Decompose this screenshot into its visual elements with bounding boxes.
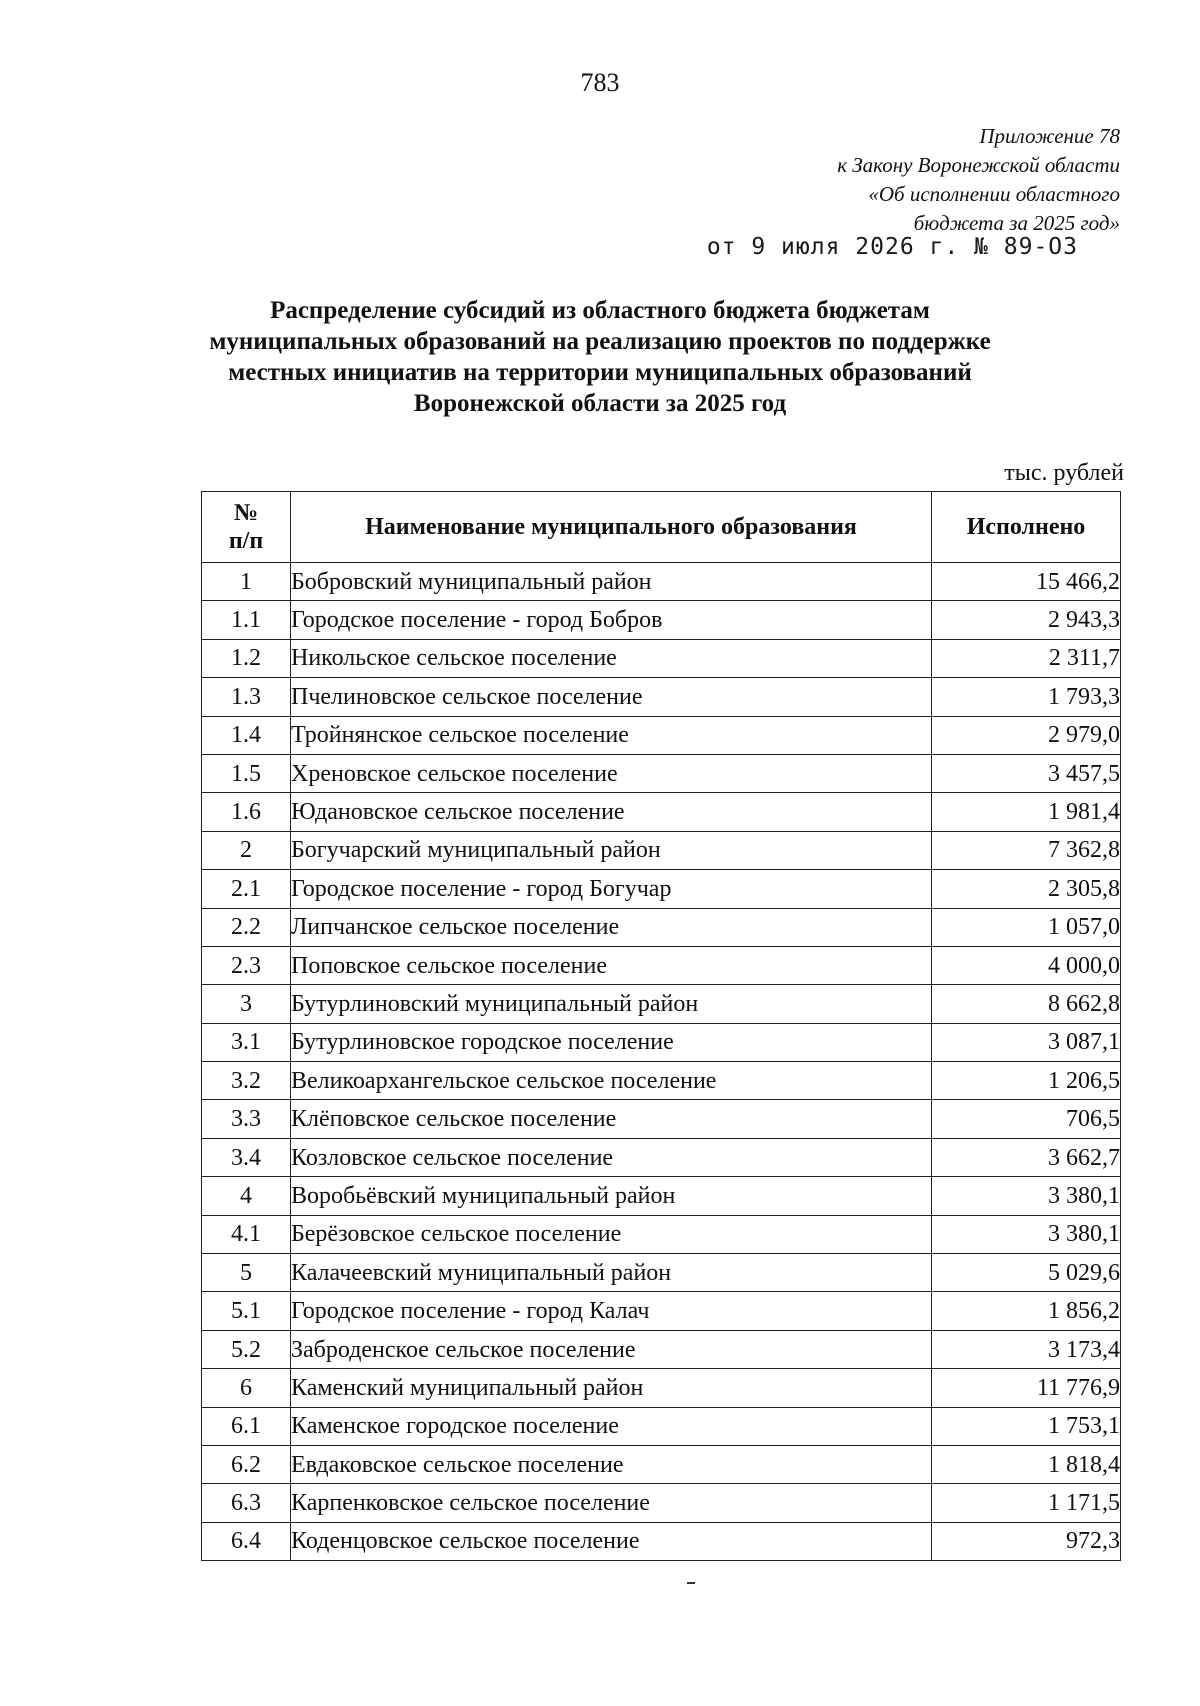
row-number: 6.1 bbox=[202, 1407, 291, 1445]
row-name: Липчанское сельское поселение bbox=[291, 908, 932, 946]
table-row bbox=[202, 639, 1121, 677]
row-value: 1 818,4 bbox=[932, 1445, 1121, 1483]
header-number bbox=[202, 492, 291, 563]
subsidy-table bbox=[201, 491, 1121, 1561]
row-value: 706,5 bbox=[932, 1100, 1121, 1138]
row-number: 3.4 bbox=[202, 1138, 291, 1176]
row-number: 3 bbox=[202, 985, 291, 1023]
table-row bbox=[202, 754, 1121, 792]
row-number: 1.4 bbox=[202, 716, 291, 754]
row-name: Каменское городское поселение bbox=[291, 1407, 932, 1445]
row-value: 8 662,8 bbox=[932, 985, 1121, 1023]
appendix-line: «Об исполнении областного bbox=[868, 182, 1120, 206]
row-value: 3 173,4 bbox=[932, 1330, 1121, 1368]
row-name: Тройнянское сельское поселение bbox=[291, 716, 932, 754]
row-value: 1 057,0 bbox=[932, 908, 1121, 946]
table-row bbox=[202, 1445, 1121, 1483]
title-line: муниципальных образований на реализацию проектов по поддержке bbox=[209, 328, 991, 355]
row-name: Берёзовское сельское поселение bbox=[291, 1215, 932, 1253]
row-number: 1.1 bbox=[202, 601, 291, 639]
row-value: 3 380,1 bbox=[932, 1177, 1121, 1215]
row-value: 3 662,7 bbox=[932, 1138, 1121, 1176]
row-name: Карпенковское сельское поселение bbox=[291, 1484, 932, 1522]
row-number: 6 bbox=[202, 1369, 291, 1407]
row-number: 3.1 bbox=[202, 1023, 291, 1061]
row-name: Заброденское сельское поселение bbox=[291, 1330, 932, 1368]
row-name: Пчелиновское сельское поселение bbox=[291, 678, 932, 716]
row-value: 11 776,9 bbox=[932, 1369, 1121, 1407]
row-number: 2.3 bbox=[202, 946, 291, 984]
row-value: 1 206,5 bbox=[932, 1062, 1121, 1100]
table-row bbox=[202, 1292, 1121, 1330]
row-name: Воробьёвский муниципальный район bbox=[291, 1177, 932, 1215]
document-title bbox=[140, 295, 1060, 419]
table-row bbox=[202, 1138, 1121, 1176]
table-row bbox=[202, 1177, 1121, 1215]
row-number: 4 bbox=[202, 1177, 291, 1215]
row-number: 6.3 bbox=[202, 1484, 291, 1522]
row-name: Козловское сельское поселение bbox=[291, 1138, 932, 1176]
row-value: 3 457,5 bbox=[932, 754, 1121, 792]
table-row bbox=[202, 1062, 1121, 1100]
row-number: 3.2 bbox=[202, 1062, 291, 1100]
row-value: 7 362,8 bbox=[932, 831, 1121, 869]
row-value: 2 305,8 bbox=[932, 870, 1121, 908]
appendix-line: бюджета за 2025 год» bbox=[913, 211, 1120, 235]
table-row bbox=[202, 908, 1121, 946]
table-row bbox=[202, 985, 1121, 1023]
row-number: 5.2 bbox=[202, 1330, 291, 1368]
table-row bbox=[202, 946, 1121, 984]
row-number: 3.3 bbox=[202, 1100, 291, 1138]
table-row bbox=[202, 563, 1121, 601]
row-name: Юдановское сельское поселение bbox=[291, 793, 932, 831]
row-value: 15 466,2 bbox=[932, 563, 1121, 601]
row-name: Городское поселение - город Бобров bbox=[291, 601, 932, 639]
table-row bbox=[202, 1407, 1121, 1445]
row-name: Поповское сельское поселение bbox=[291, 946, 932, 984]
row-name: Бобровский муниципальный район bbox=[291, 563, 932, 601]
header-value: Исполнено bbox=[932, 492, 1121, 563]
row-number: 1.5 bbox=[202, 754, 291, 792]
table-row bbox=[202, 1369, 1121, 1407]
page-number: 783 bbox=[580, 68, 620, 97]
page-mark bbox=[687, 1582, 695, 1584]
row-name: Богучарский муниципальный район bbox=[291, 831, 932, 869]
title-line: Воронежской области за 2025 год bbox=[413, 390, 787, 417]
row-value: 5 029,6 bbox=[932, 1254, 1121, 1292]
table-row bbox=[202, 1100, 1121, 1138]
row-number: 2 bbox=[202, 831, 291, 869]
row-value: 1 856,2 bbox=[932, 1292, 1121, 1330]
row-number: 6.2 bbox=[202, 1445, 291, 1483]
row-name: Хреновское сельское поселение bbox=[291, 754, 932, 792]
table-row bbox=[202, 1484, 1121, 1522]
row-name: Городское поселение - город Калач bbox=[291, 1292, 932, 1330]
table-row bbox=[202, 1254, 1121, 1292]
row-value: 2 943,3 bbox=[932, 601, 1121, 639]
row-number: 1.2 bbox=[202, 639, 291, 677]
header-number-abbr: п/п bbox=[228, 528, 264, 554]
row-value: 1 981,4 bbox=[932, 793, 1121, 831]
row-name: Калачеевский муниципальный район bbox=[291, 1254, 932, 1292]
table-row bbox=[202, 831, 1121, 869]
row-name: Великоархангельское сельское поселение bbox=[291, 1062, 932, 1100]
row-number: 5.1 bbox=[202, 1292, 291, 1330]
row-name: Клёповское сельское поселение bbox=[291, 1100, 932, 1138]
table-row bbox=[202, 870, 1121, 908]
title-line: местных инициатив на территории муниципальных образований bbox=[228, 359, 972, 386]
title-line: Распределение субсидий из областного бюджета бюджетам bbox=[270, 297, 930, 324]
table-row bbox=[202, 716, 1121, 754]
header-number-sign: № bbox=[233, 500, 259, 526]
row-number: 4.1 bbox=[202, 1215, 291, 1253]
row-name: Евдаковское сельское поселение bbox=[291, 1445, 932, 1483]
table-row bbox=[202, 601, 1121, 639]
table-row bbox=[202, 793, 1121, 831]
appendix-line: к Закону Воронежской области bbox=[837, 153, 1120, 177]
table-row bbox=[202, 678, 1121, 716]
row-name: Каменский муниципальный район bbox=[291, 1369, 932, 1407]
row-name: Бутурлиновское городское поселение bbox=[291, 1023, 932, 1061]
row-value: 3 087,1 bbox=[932, 1023, 1121, 1061]
row-value: 1 793,3 bbox=[932, 678, 1121, 716]
table-row bbox=[202, 1215, 1121, 1253]
table-row bbox=[202, 1522, 1121, 1560]
row-number: 1.3 bbox=[202, 678, 291, 716]
appendix-line: Приложение 78 bbox=[979, 124, 1120, 148]
row-value: 2 979,0 bbox=[932, 716, 1121, 754]
row-number: 6.4 bbox=[202, 1522, 291, 1560]
row-number: 2.2 bbox=[202, 908, 291, 946]
row-number: 5 bbox=[202, 1254, 291, 1292]
table-row bbox=[202, 1330, 1121, 1368]
row-name: Коденцовское сельское поселение bbox=[291, 1522, 932, 1560]
table-header-row bbox=[202, 492, 1121, 563]
appendix-note bbox=[560, 122, 1120, 238]
row-number: 1.6 bbox=[202, 793, 291, 831]
row-value: 3 380,1 bbox=[932, 1215, 1121, 1253]
law-date-stamp: от 9 июля 2026 г. № 89-ОЗ bbox=[706, 234, 1078, 260]
row-number: 2.1 bbox=[202, 870, 291, 908]
table-row bbox=[202, 1023, 1121, 1061]
row-name: Бутурлиновский муниципальный район bbox=[291, 985, 932, 1023]
row-value: 1 753,1 bbox=[932, 1407, 1121, 1445]
row-name: Никольское сельское поселение bbox=[291, 639, 932, 677]
units-label: тыс. рублей bbox=[1004, 460, 1124, 486]
row-value: 4 000,0 bbox=[932, 946, 1121, 984]
header-name: Наименование муниципального образования bbox=[291, 492, 932, 563]
row-name: Городское поселение - город Богучар bbox=[291, 870, 932, 908]
row-value: 972,3 bbox=[932, 1522, 1121, 1560]
row-value: 1 171,5 bbox=[932, 1484, 1121, 1522]
row-value: 2 311,7 bbox=[932, 639, 1121, 677]
row-number: 1 bbox=[202, 563, 291, 601]
